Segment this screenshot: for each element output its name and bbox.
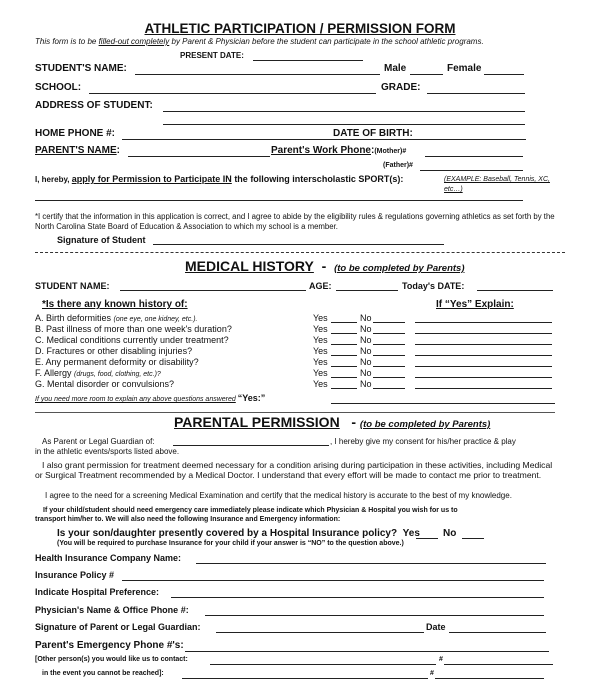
date-label: Date — [426, 622, 446, 632]
insurance-no-field[interactable] — [462, 538, 484, 539]
company-label: Health Insurance Company Name: — [35, 553, 182, 563]
male-field[interactable] — [410, 74, 443, 75]
no-label: No — [360, 368, 372, 378]
grade-label: GRADE: — [381, 82, 421, 93]
parent-emergency-phone-label: Parent's Emergency Phone #'s: — [35, 640, 184, 651]
guardian-of-field[interactable] — [173, 445, 329, 446]
no-field[interactable] — [373, 322, 405, 323]
policy-label: Insurance Policy # — [35, 570, 115, 580]
certify-text: *I certify that the information in this application is correct, and I agree to abide by the eligibility rules & regulations governing athletics as set forth by the North Carolina State Board of Education & Association to which my school is a member. — [35, 212, 555, 231]
physician-label: Physician's Name & Office Phone #: — [35, 605, 189, 615]
dob-field[interactable] — [424, 139, 526, 140]
parent-emergency-phone-field[interactable] — [185, 651, 549, 652]
address-field-2[interactable] — [163, 124, 525, 125]
insurance-note: (You will be required to purchase Insurance for your child if your answer is “NO” to the question above.) — [57, 540, 404, 547]
dob-label: DATE OF BIRTH: — [333, 128, 413, 139]
guardian-line2: in the athletic events/sports listed above. — [35, 447, 180, 456]
yes-field[interactable] — [331, 377, 357, 378]
parental-permission-heading: PARENTAL PERMISSION - (to be completed by Parents) — [174, 414, 491, 430]
treatment-text: I also grant permission for treatment deemed necessary for a condition arising during participation in these activities, including Medical or Surgical Treatment recommended by a Medical Doctor. I understand that every effort will be made to contact me prior to treatment. — [35, 460, 553, 480]
emergency-text-1: If your child/student should need emergency care immediately please indicate which Physician & Hospital you wish for us to — [43, 507, 458, 514]
school-field[interactable] — [89, 93, 376, 94]
sports-field[interactable] — [35, 200, 523, 201]
age-field[interactable] — [336, 290, 398, 291]
no-label: No — [360, 324, 372, 334]
insurance-question: Is your son/daughter presently covered by a Hospital Insurance policy? Yes — [57, 528, 420, 539]
explain-field[interactable] — [415, 366, 552, 367]
no-label: No — [360, 379, 372, 389]
yes-label: Yes — [313, 324, 328, 334]
no-label: No — [360, 313, 372, 323]
yes-field[interactable] — [331, 388, 357, 389]
student-signature-field[interactable] — [153, 244, 444, 245]
explain-field[interactable] — [415, 388, 552, 389]
date-field[interactable] — [449, 632, 546, 633]
form-intro — [35, 37, 484, 46]
company-field[interactable] — [196, 563, 546, 564]
home-phone-label: HOME PHONE #: — [35, 128, 116, 139]
address-field-1[interactable] — [163, 111, 525, 112]
guardian-suffix: , I hereby give my consent for his/her practice & play — [330, 437, 516, 446]
more-room-field-1[interactable] — [331, 403, 555, 404]
grade-field[interactable] — [427, 93, 525, 94]
history-question: *Is there any known history of: — [42, 299, 188, 310]
school-label: SCHOOL: — [35, 82, 82, 93]
address-label: ADDRESS OF STUDENT: — [35, 100, 153, 111]
mother-phone-field[interactable] — [425, 156, 523, 157]
present-date-field[interactable] — [253, 60, 363, 61]
hospital-field[interactable] — [171, 597, 544, 598]
more-room-field-2[interactable] — [35, 412, 555, 413]
med-student-name-field[interactable] — [120, 290, 306, 291]
history-item: A. Birth deformities (one eye, one kidney, etc.). — [35, 313, 198, 323]
history-item: B. Past illness of more than one week's duration? — [35, 324, 232, 334]
policy-field[interactable] — [122, 580, 544, 581]
todays-date-field[interactable] — [477, 290, 553, 291]
present-date-label: PRESENT DATE: — [180, 51, 244, 60]
explain-field[interactable] — [415, 355, 552, 356]
intro-prefix: This form is to be — [35, 37, 99, 46]
parent-name-label: PARENT'S NAME: — [35, 145, 120, 156]
insurance-yes-field[interactable] — [416, 538, 438, 539]
sport-example: (EXAMPLE: Baseball, Tennis, XC, etc…) — [444, 176, 550, 193]
other-contact-phone-field-2[interactable] — [435, 678, 544, 679]
parent-work-phone-label: Parent's Work Phone:(Mother)# — [271, 145, 407, 156]
yes-field[interactable] — [331, 344, 357, 345]
no-label: No — [360, 346, 372, 356]
yes-field[interactable] — [331, 333, 357, 334]
form-title: ATHLETIC PARTICIPATION / PERMISSION FORM — [144, 21, 456, 36]
other-contact-label: [Other person(s) you would like us to contact: — [35, 656, 188, 663]
father-phone-field[interactable] — [420, 170, 523, 171]
sport-statement: I, hereby, apply for Permission to Participate IN the following interscholastic SPORT(s): — [35, 174, 404, 184]
other-contact-hash-2: # — [430, 670, 434, 677]
med-student-name-label: STUDENT NAME: — [35, 281, 110, 291]
father-label: (Father)# — [383, 162, 413, 169]
parent-signature-label: Signature of Parent or Legal Guardian: — [35, 622, 201, 632]
other-contact-name-field-1[interactable] — [210, 664, 436, 665]
no-field[interactable] — [373, 388, 405, 389]
history-item: F. Allergy (drugs, food, clothing, etc.)? — [35, 368, 161, 378]
section-divider — [35, 252, 565, 253]
hospital-label: Indicate Hospital Preference: — [35, 587, 160, 597]
parent-signature-field[interactable] — [216, 632, 424, 633]
mother-label: (Mother)# — [374, 148, 407, 155]
intro-underlined: filled-out completely — [98, 37, 170, 46]
explain-field[interactable] — [415, 333, 552, 334]
todays-date-label: Today's DATE: — [402, 281, 465, 291]
no-field[interactable] — [373, 333, 405, 334]
other-contact-label-2: in the event you cannot be reached]: — [42, 670, 164, 677]
explain-field[interactable] — [415, 377, 552, 378]
student-name-label: STUDENT'S NAME: — [35, 63, 127, 74]
explain-field[interactable] — [415, 322, 552, 323]
no-field[interactable] — [373, 355, 405, 356]
guardian-prefix: As Parent or Legal Guardian of: — [42, 437, 155, 446]
no-field[interactable] — [373, 344, 405, 345]
yes-label: Yes — [313, 335, 328, 345]
female-label: Female — [447, 63, 482, 74]
age-label: AGE: — [309, 281, 332, 291]
yes-field[interactable] — [331, 322, 357, 323]
no-label: No — [360, 335, 372, 345]
yes-label: Yes — [313, 357, 328, 367]
explain-header: If “Yes” Explain: — [436, 299, 514, 310]
no-label: No — [360, 357, 372, 367]
male-label: Male — [384, 63, 407, 74]
emergency-text-2: transport him/her to. We will also need the following Insurance and Emergency information: — [35, 516, 341, 523]
explain-field[interactable] — [415, 344, 552, 345]
other-contact-name-field-2[interactable] — [182, 678, 428, 679]
other-contact-hash-1: # — [439, 656, 443, 663]
yes-label: Yes — [313, 313, 328, 323]
no-field[interactable] — [373, 377, 405, 378]
medical-history-heading: MEDICAL HISTORY - (to be completed by Parents) — [185, 258, 465, 274]
yes-label: Yes — [313, 346, 328, 356]
female-field[interactable] — [484, 74, 524, 75]
parent-name-field[interactable] — [128, 156, 270, 157]
yes-label: Yes — [313, 379, 328, 389]
history-item: G. Mental disorder or convulsions? — [35, 379, 175, 389]
more-room-text: If you need more room to explain any above questions answered “Yes:” — [35, 393, 266, 403]
home-phone-field[interactable] — [122, 139, 324, 140]
history-item: E. Any permanent deformity or disability? — [35, 357, 199, 367]
history-item: D. Fractures or other disabling injuries? — [35, 346, 193, 356]
other-contact-phone-field-1[interactable] — [444, 664, 553, 665]
insurance-no-label: No — [443, 528, 457, 539]
student-name-field[interactable] — [135, 74, 380, 75]
screening-text: I agree to the need for a screening Medical Examination and certify that the medical history is accurate to the best of my knowledge. — [45, 491, 512, 500]
student-signature-label: Signature of Student — [57, 235, 146, 245]
yes-label: Yes — [313, 368, 328, 378]
yes-field[interactable] — [331, 366, 357, 367]
physician-field[interactable] — [205, 615, 544, 616]
no-field[interactable] — [373, 366, 405, 367]
intro-suffix: by Parent & Physician before the student can participate in the school athletic programs. — [169, 37, 484, 46]
yes-field[interactable] — [331, 355, 357, 356]
history-item: C. Medical conditions currently under treatment? — [35, 335, 229, 345]
